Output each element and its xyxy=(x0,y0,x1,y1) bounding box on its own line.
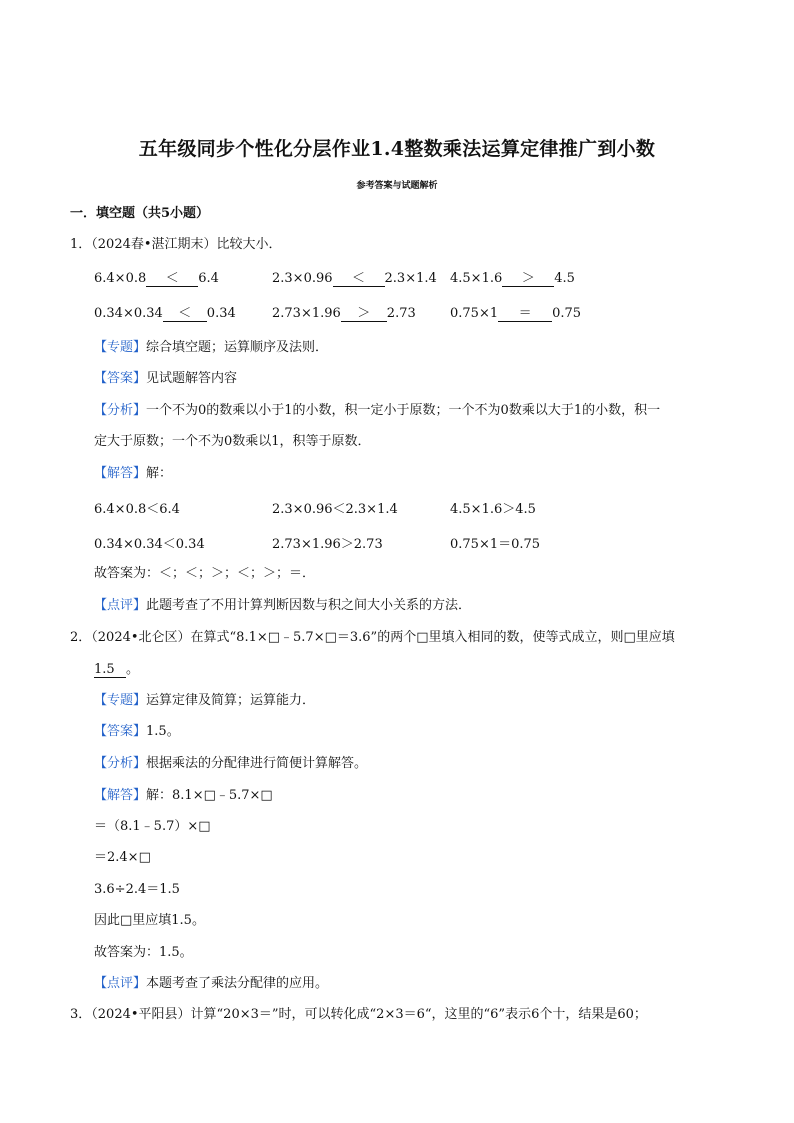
answer-tag: 【答案】 xyxy=(94,724,147,739)
analysis-tag: 【分析】 xyxy=(94,756,147,771)
compare-right: 2.73 xyxy=(386,306,416,321)
compare-right: 0.34 xyxy=(206,306,236,321)
q1-final-answer: 故答案为：＜；＜；＞；＜；＞；＝． xyxy=(94,566,316,581)
section-heading: 一．填空题（共5小题） xyxy=(70,206,210,221)
q2-answer xyxy=(94,724,180,740)
q1-analysis xyxy=(94,403,660,419)
q2-comment xyxy=(94,976,328,992)
topic-text: 运算定律及简算；运算能力． xyxy=(146,693,316,708)
solution-text: 解： xyxy=(146,466,173,481)
analysis-text: 根据乘法的分配律进行简便计算解答。 xyxy=(146,756,368,771)
q2-final-answer: 故答案为：1.5。 xyxy=(94,945,193,960)
compare-left: 0.75×1 xyxy=(450,306,499,321)
answer-blank: ＞ xyxy=(341,307,387,322)
q1-solution-item: 2.73×1.96＞2.73 xyxy=(272,537,383,552)
compare-right: 4.5 xyxy=(554,271,575,286)
solution-text: 解：8.1×□﹣5.7×□ xyxy=(146,788,273,803)
q2-step: ＝2.4×□ xyxy=(94,850,151,865)
answer-blank: ＜ xyxy=(163,307,207,322)
q1-answer xyxy=(94,371,237,387)
q1-compare-item xyxy=(450,271,575,287)
q1-compare-item xyxy=(450,306,581,322)
q2-analysis xyxy=(94,756,367,772)
compare-left: 6.4×0.8 xyxy=(94,271,147,286)
q1-compare-item xyxy=(272,306,416,322)
blank-end: 。 xyxy=(126,662,140,677)
q2-step: ＝（8.1﹣5.7）×□ xyxy=(94,819,211,834)
q1-solution-item: 0.75×1＝0.75 xyxy=(450,537,541,552)
q2-blank-line xyxy=(94,662,139,678)
comment-text: 此题考查了不用计算判断因数与积之间大小关系的方法． xyxy=(146,598,472,613)
compare-left: 2.73×1.96 xyxy=(272,306,341,321)
compare-left: 0.34×0.34 xyxy=(94,306,163,321)
q2-step: 因此□里应填1.5。 xyxy=(94,913,205,928)
answer-text: 见试题解答内容 xyxy=(146,371,238,386)
analysis-text: 一个不为0的数乘以小于1的小数，积一定小于原数；一个不为0数乘以大于1的小数，积一 xyxy=(146,403,661,418)
q1-solution-item: 2.3×0.96＜2.3×1.4 xyxy=(272,502,398,517)
q2-stem: 2．（2024•北仑区）在算式“8.1×□﹣5.7×□＝3.6”的两个□里填入相同的数，使等式成立，则□里应填 xyxy=(70,630,675,645)
answer-text: 1.5。 xyxy=(146,724,180,739)
q1-compare-item xyxy=(272,271,437,287)
answer-blank: ＞ xyxy=(502,272,554,287)
page-subtitle: 参考答案与试题解析 xyxy=(356,181,438,191)
q1-compare-item xyxy=(94,271,219,287)
topic-text: 综合填空题；运算顺序及法则． xyxy=(146,340,329,355)
compare-right: 2.3×1.4 xyxy=(384,271,437,286)
comment-tag: 【点评】 xyxy=(94,598,147,613)
q1-solution-item: 4.5×1.6＞4.5 xyxy=(450,502,536,517)
answer-blank: 1.5 xyxy=(94,663,126,678)
q2-step: 3.6÷2.4＝1.5 xyxy=(94,882,180,897)
q1-comment xyxy=(94,598,471,614)
q1-stem: 1．（2024春•湛江期末）比较大小． xyxy=(70,237,282,252)
answer-blank: ＜ xyxy=(146,272,198,287)
answer-blank: ＝ xyxy=(498,307,552,322)
q1-topic xyxy=(94,340,328,356)
compare-left: 4.5×1.6 xyxy=(450,271,503,286)
q3-stem: 3．（2024•平阳县）计算“20×3＝”时，可以转化成“2×3＝6“，这里的“6”表示6个十，结果是60； xyxy=(70,1007,647,1022)
compare-right: 0.75 xyxy=(552,306,582,321)
q1-solution xyxy=(94,466,172,482)
compare-right: 6.4 xyxy=(198,271,219,286)
answer-tag: 【答案】 xyxy=(94,371,147,386)
comment-tag: 【点评】 xyxy=(94,976,147,991)
answer-blank: ＜ xyxy=(333,272,385,287)
topic-tag: 【专题】 xyxy=(94,340,147,355)
compare-left: 2.3×0.96 xyxy=(272,271,333,286)
q1-compare-item xyxy=(94,306,236,322)
topic-tag: 【专题】 xyxy=(94,693,147,708)
q1-solution-item: 0.34×0.34＜0.34 xyxy=(94,537,205,552)
analysis-tag: 【分析】 xyxy=(94,403,147,418)
q1-analysis-cont: 定大于原数；一个不为0数乘以1，积等于原数． xyxy=(94,434,371,449)
page-title: 五年级同步个性化分层作业1.4整数乘法运算定律推广到小数 xyxy=(138,138,656,160)
q2-topic xyxy=(94,693,315,709)
comment-text: 本题考查了乘法分配律的应用。 xyxy=(146,976,329,991)
solution-tag: 【解答】 xyxy=(94,466,147,481)
q1-solution-item: 6.4×0.8＜6.4 xyxy=(94,502,180,517)
q2-solution xyxy=(94,788,273,804)
solution-tag: 【解答】 xyxy=(94,788,147,803)
